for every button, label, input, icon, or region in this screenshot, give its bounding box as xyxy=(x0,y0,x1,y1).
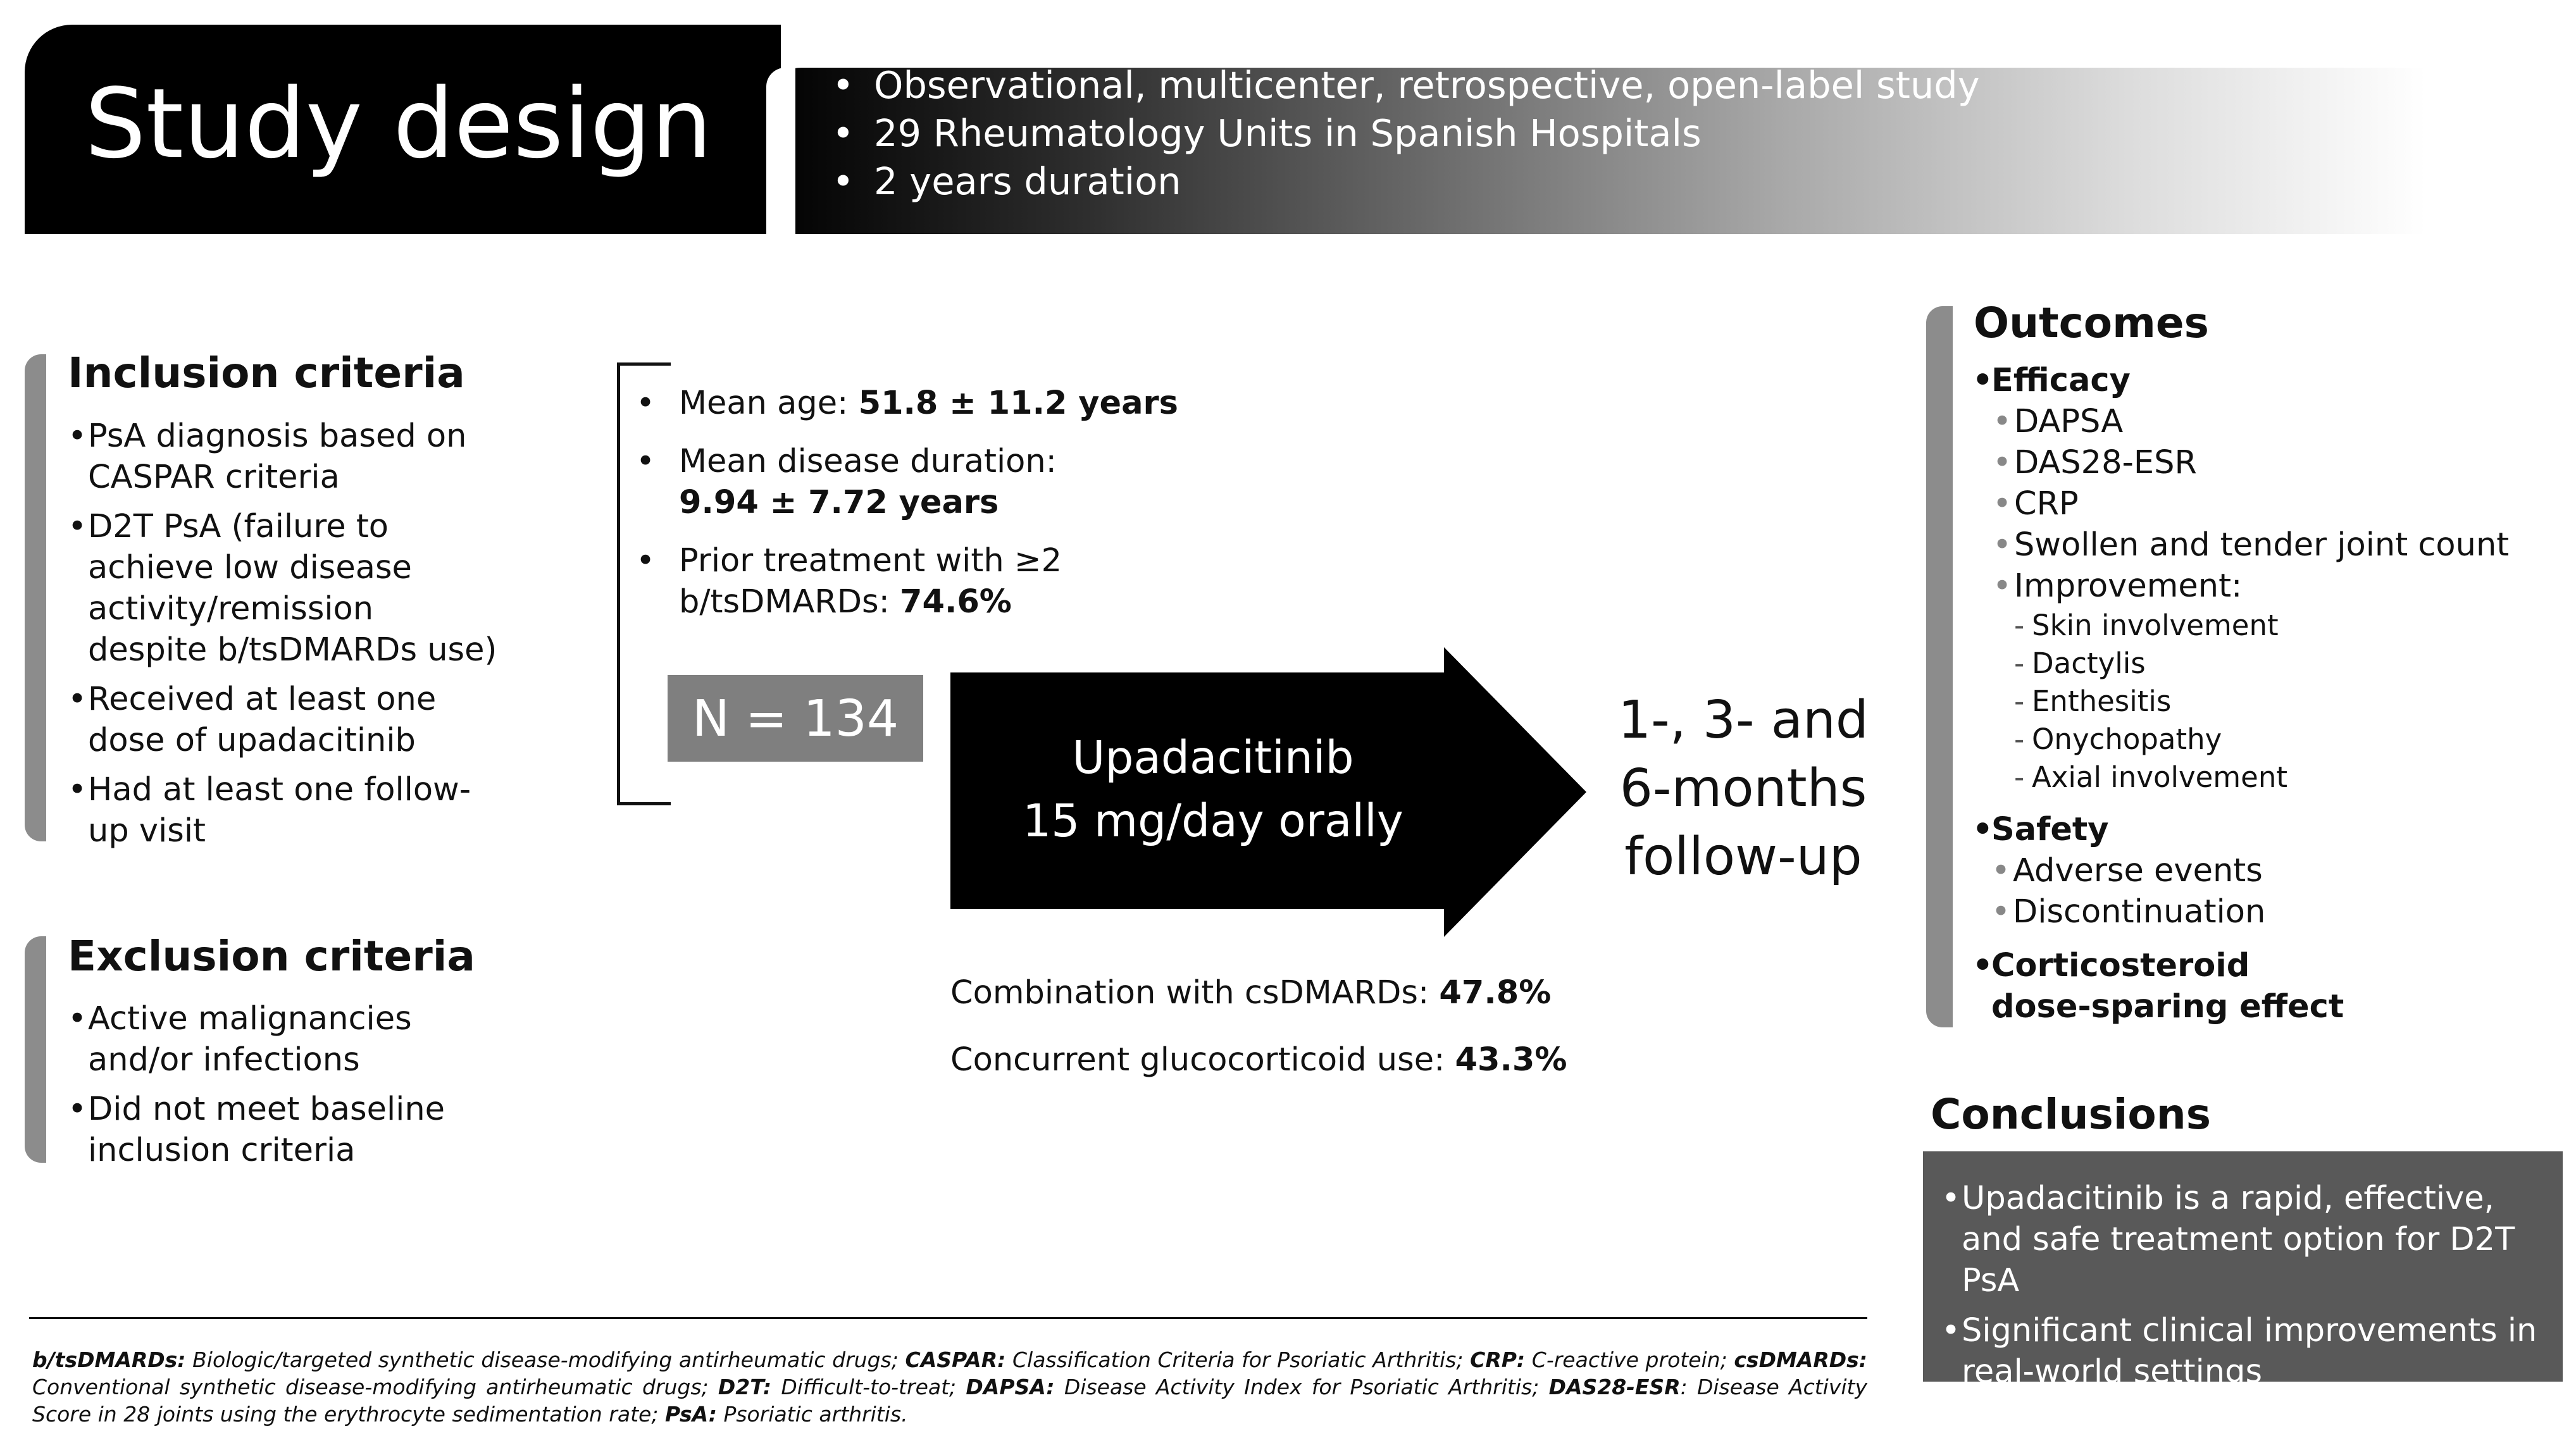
follow-up-schedule xyxy=(1607,686,1879,891)
stat-value: 47.8% xyxy=(1439,974,1552,1012)
abbr-term: DAS28-ESR xyxy=(1548,1375,1681,1399)
outcomes-accent-bar xyxy=(1926,306,1953,1027)
outcome-efficacy xyxy=(1972,360,2554,796)
safety-item: • Adverse events xyxy=(1991,850,2554,891)
improvement-item: - Dactylis xyxy=(2014,645,2554,683)
efficacy-item: • DAPSA xyxy=(1993,401,2554,442)
outcome-corticosteroid xyxy=(1972,945,2554,1027)
improvement-item: - Axial involvement xyxy=(2014,759,2554,796)
stat-value: 74.6% xyxy=(899,583,1012,621)
inclusion-title: Inclusion criteria xyxy=(68,349,465,397)
exclusion-title: Exclusion criteria xyxy=(68,932,475,981)
study-design-list xyxy=(832,61,1980,206)
page-title: Study design xyxy=(85,68,712,180)
study-design-item: • 29 Rheumatology Units in Spanish Hospitals xyxy=(832,109,1980,158)
outcome-heading: Efficacy xyxy=(1991,362,2131,399)
efficacy-list xyxy=(1993,401,2554,796)
stat-label: Mean age: xyxy=(679,385,859,422)
improvement-item: - Onychopathy xyxy=(2014,721,2554,759)
efficacy-item: • Swollen and tender joint count xyxy=(1993,524,2554,566)
conclusion-item: • Significant clinical improvements in real-world settings xyxy=(1941,1310,2542,1392)
population-stats xyxy=(636,383,1178,640)
abbr-term: PsA: xyxy=(664,1402,717,1427)
safety-item: • Discontinuation xyxy=(1991,891,2554,932)
stat-value: 43.3% xyxy=(1455,1041,1567,1079)
study-design-item: • Observational, multicenter, retrospective, open-label study xyxy=(832,61,1980,109)
study-design-item: • 2 years duration xyxy=(832,158,1980,206)
abbr-definition: Disease Activity Index for Psoriatic Arthritis; xyxy=(1054,1375,1549,1399)
concomitant-therapy xyxy=(950,972,1567,1081)
efficacy-item: • CRP xyxy=(1993,483,2554,524)
conclusions-title: Conclusions xyxy=(1931,1090,2212,1139)
treatment-label xyxy=(950,726,1476,853)
abbr-term: DAPSA: xyxy=(966,1375,1055,1399)
efficacy-item: • DAS28-ESR xyxy=(1993,442,2554,483)
abbr-definition: Psoriatic arthritis. xyxy=(716,1402,908,1427)
inclusion-item: • Received at least one dose of upadacitinib xyxy=(68,679,498,761)
improvement-item: - Skin involvement xyxy=(2014,607,2554,645)
inclusion-item: • Had at least one follow-up visit xyxy=(68,769,498,852)
abbreviations-footnote xyxy=(32,1346,1867,1428)
safety-list xyxy=(1991,850,2554,932)
outcome-heading: dose-sparing effect xyxy=(1991,988,2344,1025)
conclusions-box xyxy=(1923,1151,2563,1390)
footnote-divider xyxy=(29,1317,1867,1319)
abbr-definition: Conventional synthetic disease-modifying antirheumatic drugs; xyxy=(32,1375,718,1399)
abbr-definition: Biologic/targeted synthetic disease-modifying antirheumatic drugs; xyxy=(185,1347,905,1372)
stat-label: b/tsDMARDs: xyxy=(679,583,900,621)
outcomes-title: Outcomes xyxy=(1974,299,2209,347)
abbr-term: csDMARDs: xyxy=(1734,1347,1867,1372)
header-divider xyxy=(766,68,795,234)
glucocorticoid-use xyxy=(950,1039,1567,1081)
outcome-heading: Safety xyxy=(1991,811,2109,848)
improvement-item: - Enthesitis xyxy=(2014,683,2554,721)
stat-prior-treatment xyxy=(636,540,1178,622)
stat-disease-duration xyxy=(636,441,1178,523)
conclusions-list xyxy=(1941,1178,2542,1401)
outcome-heading: Corticosteroid xyxy=(1991,947,2250,984)
abbr-definition: Difficult-to-treat; xyxy=(771,1375,966,1399)
stat-label: Concurrent glucocorticoid use: xyxy=(950,1041,1455,1079)
efficacy-item xyxy=(1993,566,2554,796)
treatment-dose: 15 mg/day orally xyxy=(1023,795,1403,847)
abbr-term: b/tsDMARDs: xyxy=(32,1347,186,1372)
stat-mean-age xyxy=(636,383,1178,424)
inclusion-list xyxy=(68,416,498,860)
conclusion-item: • Upadacitinib is a rapid, effective, and safe treatment option for D2T PsA xyxy=(1941,1178,2542,1301)
inclusion-item: • PsA diagnosis based on CASPAR criteria xyxy=(68,416,498,498)
follow-up-line: follow-up xyxy=(1624,827,1862,887)
exclusion-list xyxy=(68,998,498,1179)
stat-label: Mean disease duration: xyxy=(679,443,1057,480)
follow-up-line: 1-, 3- and xyxy=(1618,690,1869,750)
abbr-term: CRP: xyxy=(1470,1347,1526,1372)
inclusion-item: • D2T PsA (failure to achieve low disease activity/remission despite b/tsDMARDs use) xyxy=(68,506,498,671)
follow-up-line: 6-months xyxy=(1619,759,1867,819)
treatment-drug: Upadacitinib xyxy=(1072,731,1354,784)
combination-csdmards xyxy=(950,972,1567,1013)
stat-value: 9.94 ± 7.72 years xyxy=(679,484,999,521)
abbr-definition: Classification Criteria for Psoriatic Arthritis; xyxy=(1005,1347,1471,1372)
inclusion-accent-bar xyxy=(25,354,46,841)
improvement-label: Improvement: xyxy=(2014,567,2243,605)
abbr-definition: : Disease Activity Score in 28 joints using the erythrocyte sedimentation rate; xyxy=(32,1375,1867,1427)
exclusion-item: • Did not meet baseline inclusion criteria xyxy=(68,1089,498,1171)
improvement-list xyxy=(2014,607,2554,796)
abbr-term: D2T: xyxy=(718,1375,772,1399)
exclusion-accent-bar xyxy=(25,936,46,1163)
outcomes-list xyxy=(1972,360,2554,1040)
stat-label: Combination with csDMARDs: xyxy=(950,974,1440,1012)
sample-size-box: N = 134 xyxy=(668,675,923,762)
stat-value: 51.8 ± 11.2 years xyxy=(858,385,1178,422)
abbr-definition: C-reactive protein; xyxy=(1525,1347,1734,1372)
exclusion-item: • Active malignancies and/or infections xyxy=(68,998,498,1081)
stat-label: Prior treatment with ≥2 xyxy=(679,542,1062,579)
outcome-safety xyxy=(1972,809,2554,932)
abbr-term: CASPAR: xyxy=(905,1347,1006,1372)
